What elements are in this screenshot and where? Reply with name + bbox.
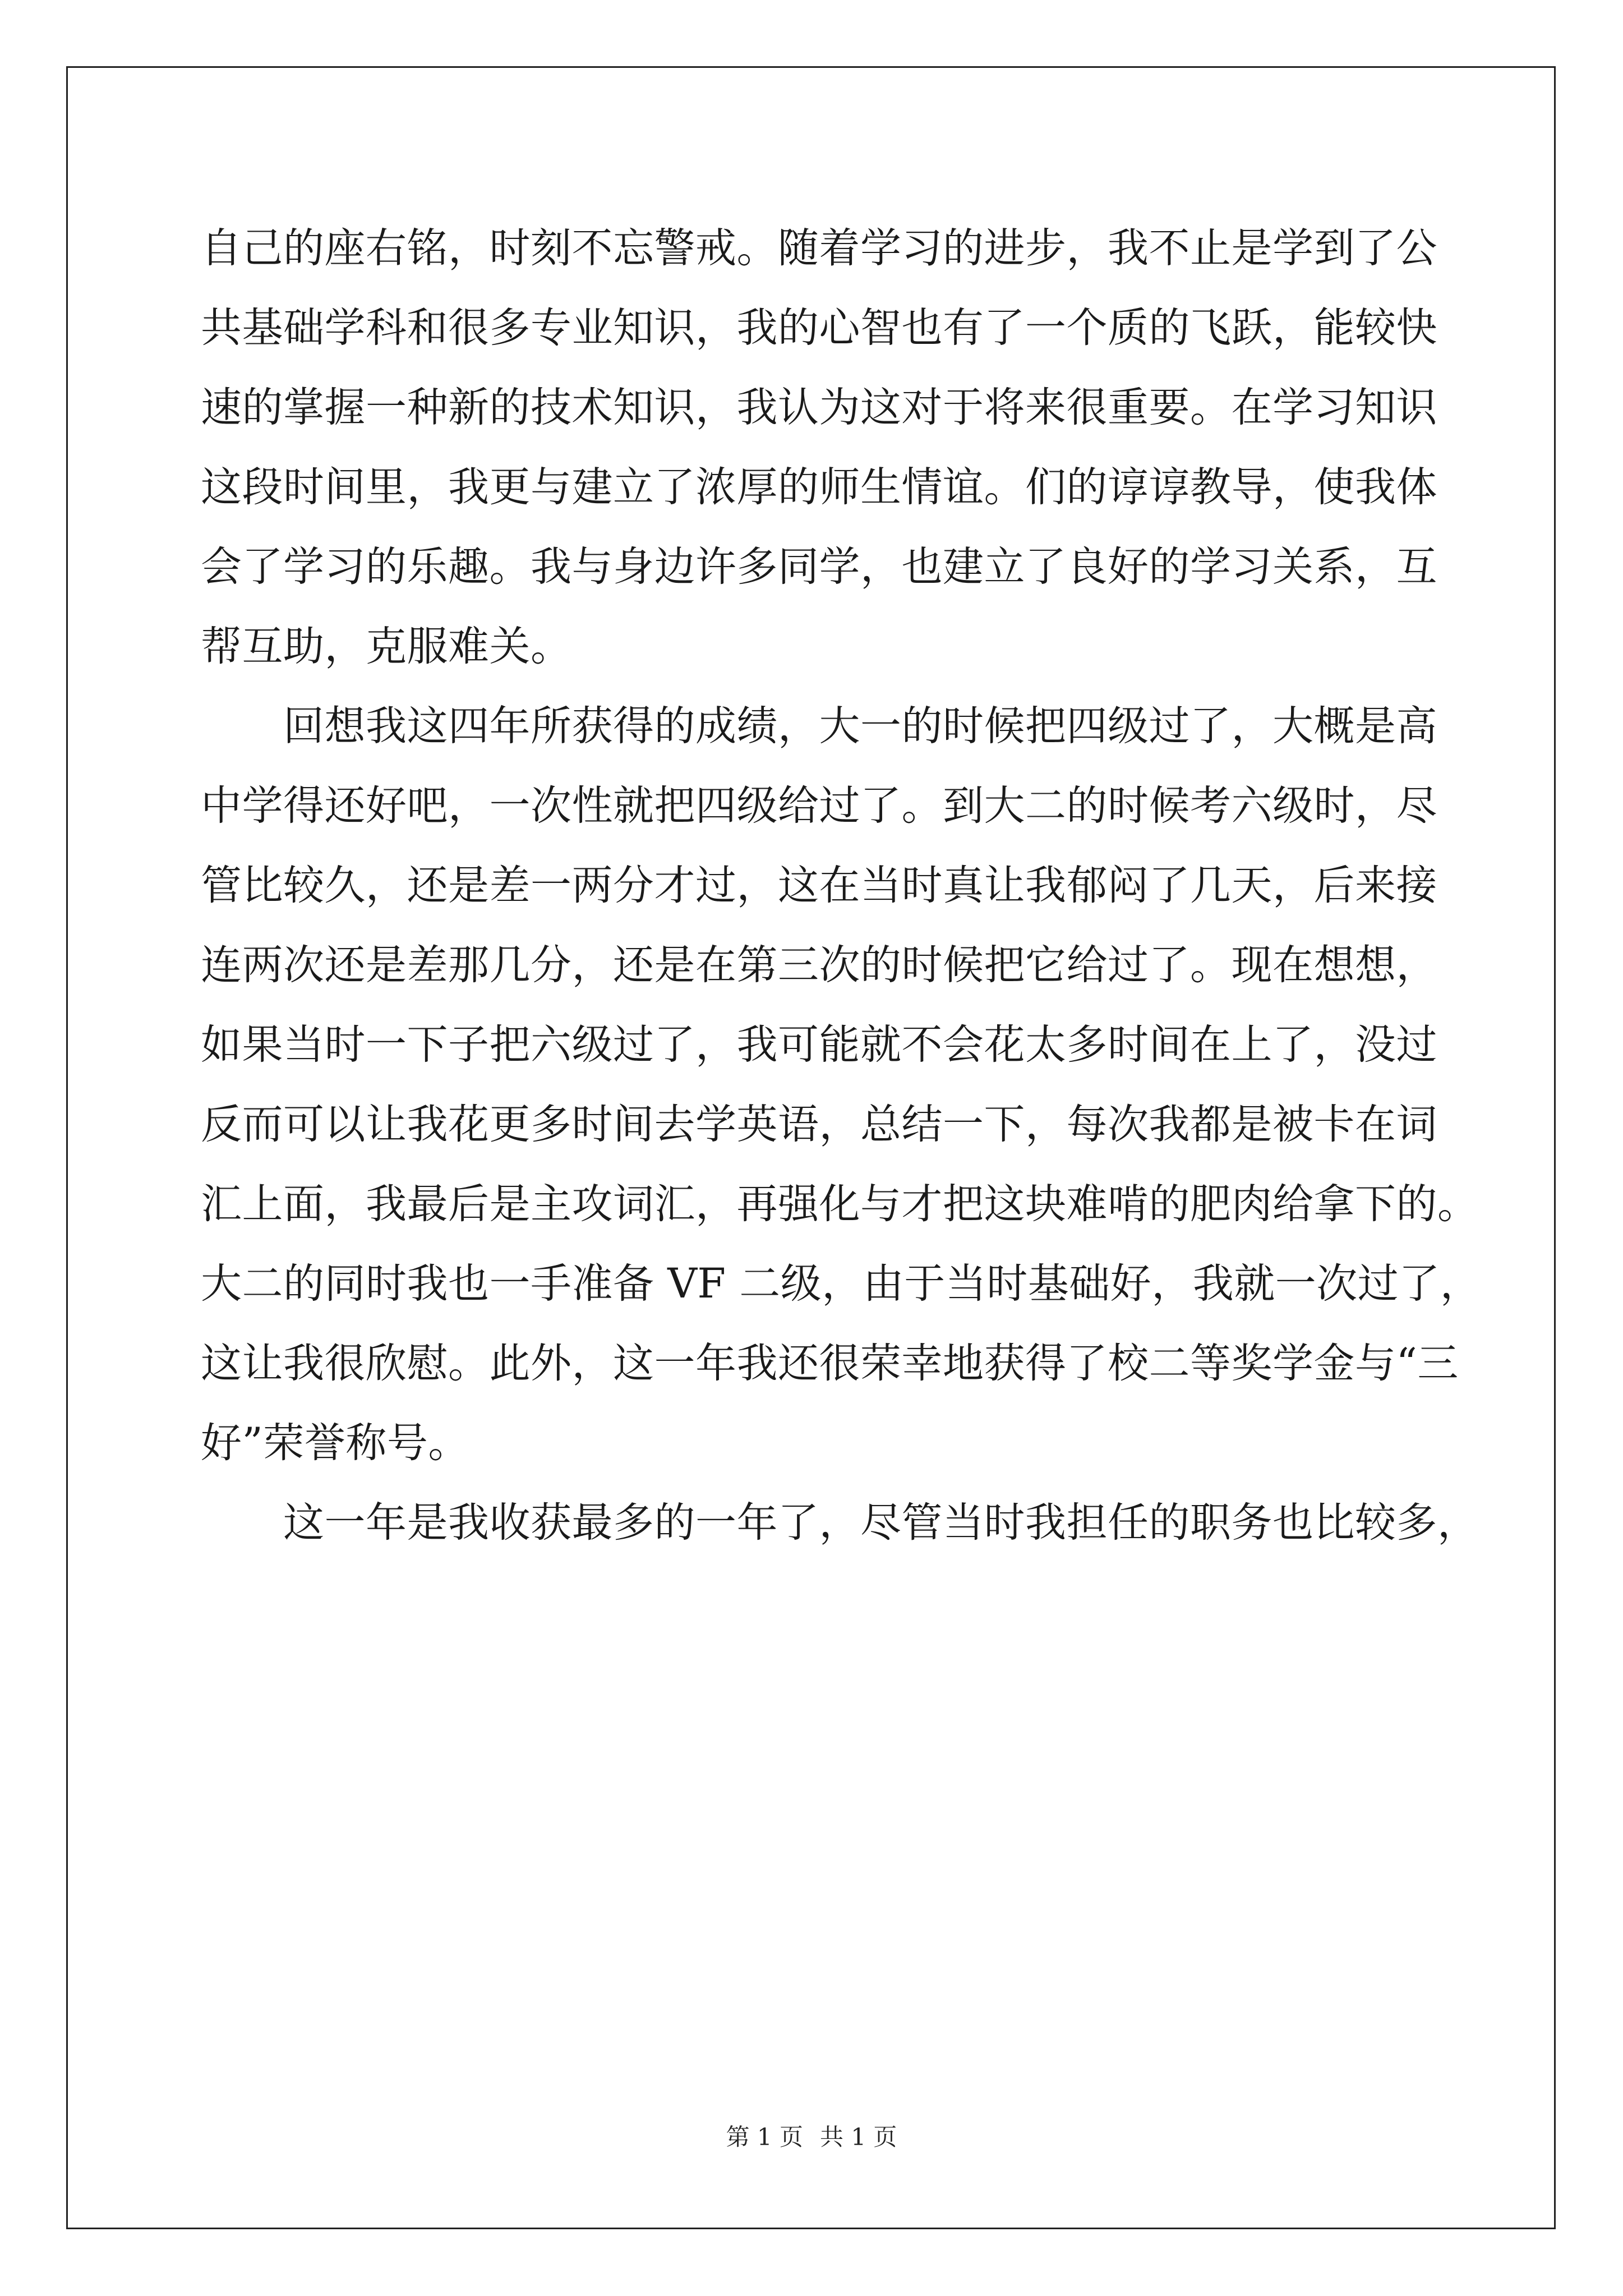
text-line: 连两次还是差那几分，还是在第三次的时候把它给过了。现在想想，	[201, 941, 1437, 989]
text-line: 这段时间里，我更与建立了浓厚的师生情谊。们的谆谆教导，使我体	[201, 463, 1437, 511]
document-body	[201, 209, 1482, 1563]
page-number: 第 1 页	[726, 2123, 803, 2151]
text-line: 中学得还好吧，一次性就把四级给过了。到大二的时候考六级时，尽	[201, 782, 1437, 830]
text-line: 速的掌握一种新的技术知识，我认为这对于将来很重要。在学习知识	[201, 384, 1437, 431]
text-line: 如果当时一下子把六级过了，我可能就不会花太多时间在上了，没过	[201, 1021, 1437, 1069]
text-line: 会了学习的乐趣。我与身边许多同学，也建立了良好的学习关系，互	[201, 543, 1437, 591]
text-line: 回想我这四年所获得的成绩，大一的时候把四级过了，大概是高	[201, 702, 1437, 750]
text-line: 帮互助，克服难关。	[201, 623, 572, 670]
text-line: 这让我很欣慰。此外，这一年我还很荣幸地获得了校二等奖学金与“三	[201, 1340, 1459, 1387]
text-line: 大二的同时我也一手准备 VF 二级，由于当时基础好，我就一次过了，	[201, 1260, 1482, 1308]
text-line: 好”荣誉称号。	[201, 1419, 469, 1467]
text-line: 汇上面，我最后是主攻词汇，再强化与才把这块难啃的肥肉给拿下的。	[201, 1180, 1479, 1228]
page-total: 共 1 页	[820, 2123, 897, 2151]
text-line: 自己的座右铭，时刻不忘警戒。随着学习的进步，我不止是学到了公	[201, 224, 1437, 272]
text-line: 反而可以让我花更多时间去学英语，总结一下，每次我都是被卡在词	[201, 1101, 1437, 1148]
page-footer	[0, 2120, 1623, 2154]
text-line: 共基础学科和很多专业知识，我的心智也有了一个质的飞跃，能较快	[201, 304, 1437, 352]
text-line: 管比较久，还是差一两分才过，这在当时真让我郁闷了几天，后来接	[201, 862, 1437, 909]
text-line: 这一年是我收获最多的一年了，尽管当时我担任的职务也比较多，	[201, 1499, 1479, 1547]
